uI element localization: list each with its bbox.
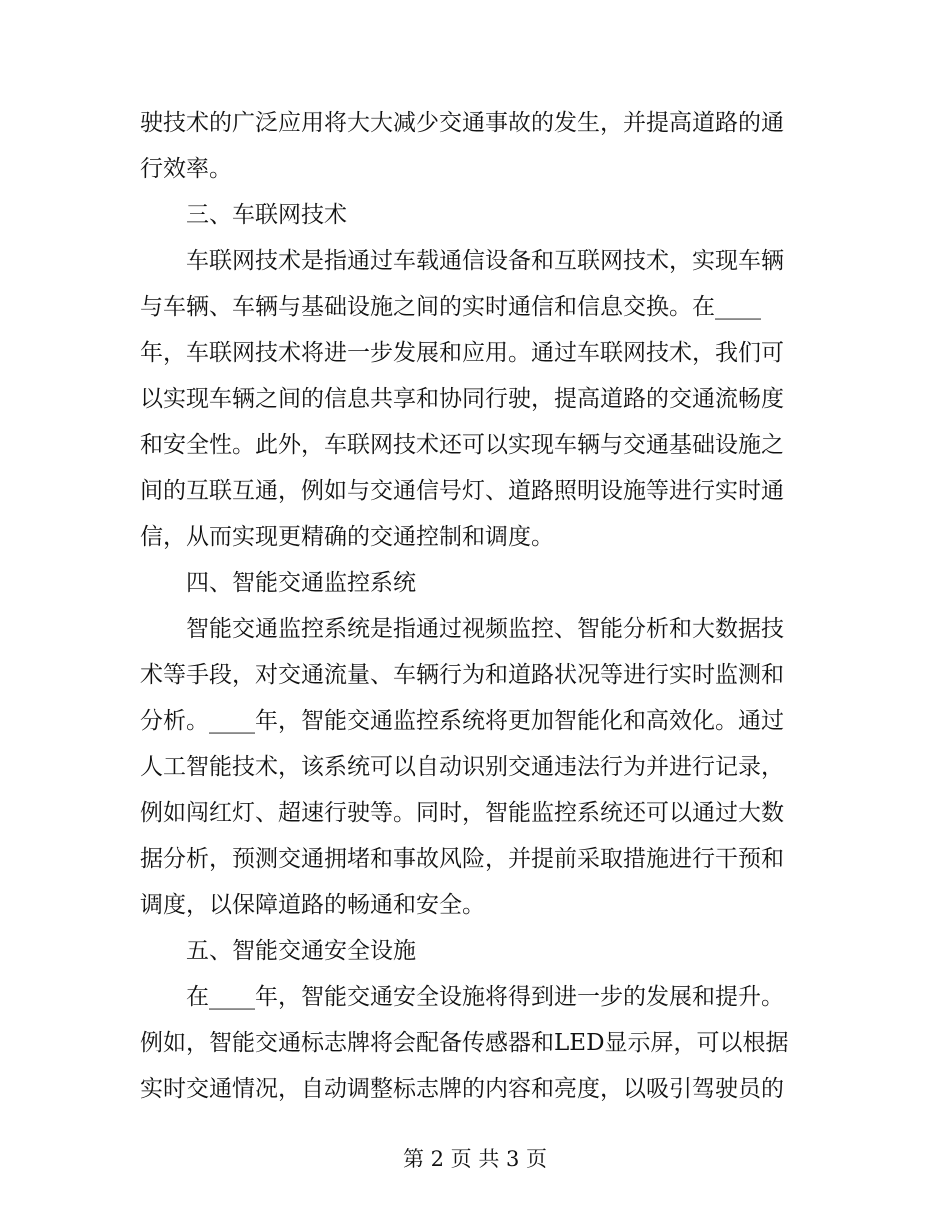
text-line: 和安全性。此外，车联网技术还可以实现车辆与交通基础设施之 <box>140 432 784 458</box>
text-line: 车联网技术是指通过车载通信设备和互联网技术，实现车辆 <box>186 248 784 274</box>
text-line: 据分析，预测交通拥堵和事故风险，并提前采取措施进行干预和 <box>140 846 784 872</box>
text-line: 行效率。 <box>140 156 232 182</box>
text-line: 以实现车辆之间的信息共享和协同行驶，提高道路的交通流畅度 <box>140 386 784 412</box>
text-line: 驶技术的广泛应用将大大减少交通事故的发生，并提高道路的通 <box>140 110 784 136</box>
text-line: 智能交通监控系统是指通过视频监控、智能分析和大数据技 <box>186 616 784 642</box>
text-line: 年，车联网技术将进一步发展和应用。通过车联网技术，我们可 <box>140 340 784 366</box>
section-heading: 五、智能交通安全设施 <box>186 938 416 964</box>
section-heading: 三、车联网技术 <box>186 202 347 228</box>
text-line: 例如，智能交通标志牌将会配备传感器和LED显示屏，可以根据 <box>140 1030 789 1056</box>
text-line: 分析。____年，智能交通监控系统将更加智能化和高效化。通过 <box>140 708 784 734</box>
text-line: 调度，以保障道路的畅通和安全。 <box>140 892 485 918</box>
section-heading: 四、智能交通监控系统 <box>186 570 416 596</box>
text-line: 例如闯红灯、超速行驶等。同时，智能监控系统还可以通过大数 <box>140 800 784 826</box>
text-line: 与车辆、车辆与基础设施之间的实时通信和信息交换。在____ <box>140 294 761 320</box>
text-line: 在____年，智能交通安全设施将得到进一步的发展和提升。 <box>186 984 784 1010</box>
page-number-footer: 第 2 页 共 3 页 <box>402 1147 548 1171</box>
text-line: 间的互联互通，例如与交通信号灯、道路照明设施等进行实时通 <box>140 478 784 504</box>
text-line: 信，从而实现更精确的交通控制和调度。 <box>140 524 554 550</box>
document-body <box>140 100 800 1112</box>
text-line: 术等手段，对交通流量、车辆行为和道路状况等进行实时监测和 <box>140 662 784 688</box>
text-line: 实时交通情况，自动调整标志牌的内容和亮度，以吸引驾驶员的 <box>140 1076 784 1102</box>
text-line: 人工智能技术，该系统可以自动识别交通违法行为并进行记录， <box>140 754 784 780</box>
